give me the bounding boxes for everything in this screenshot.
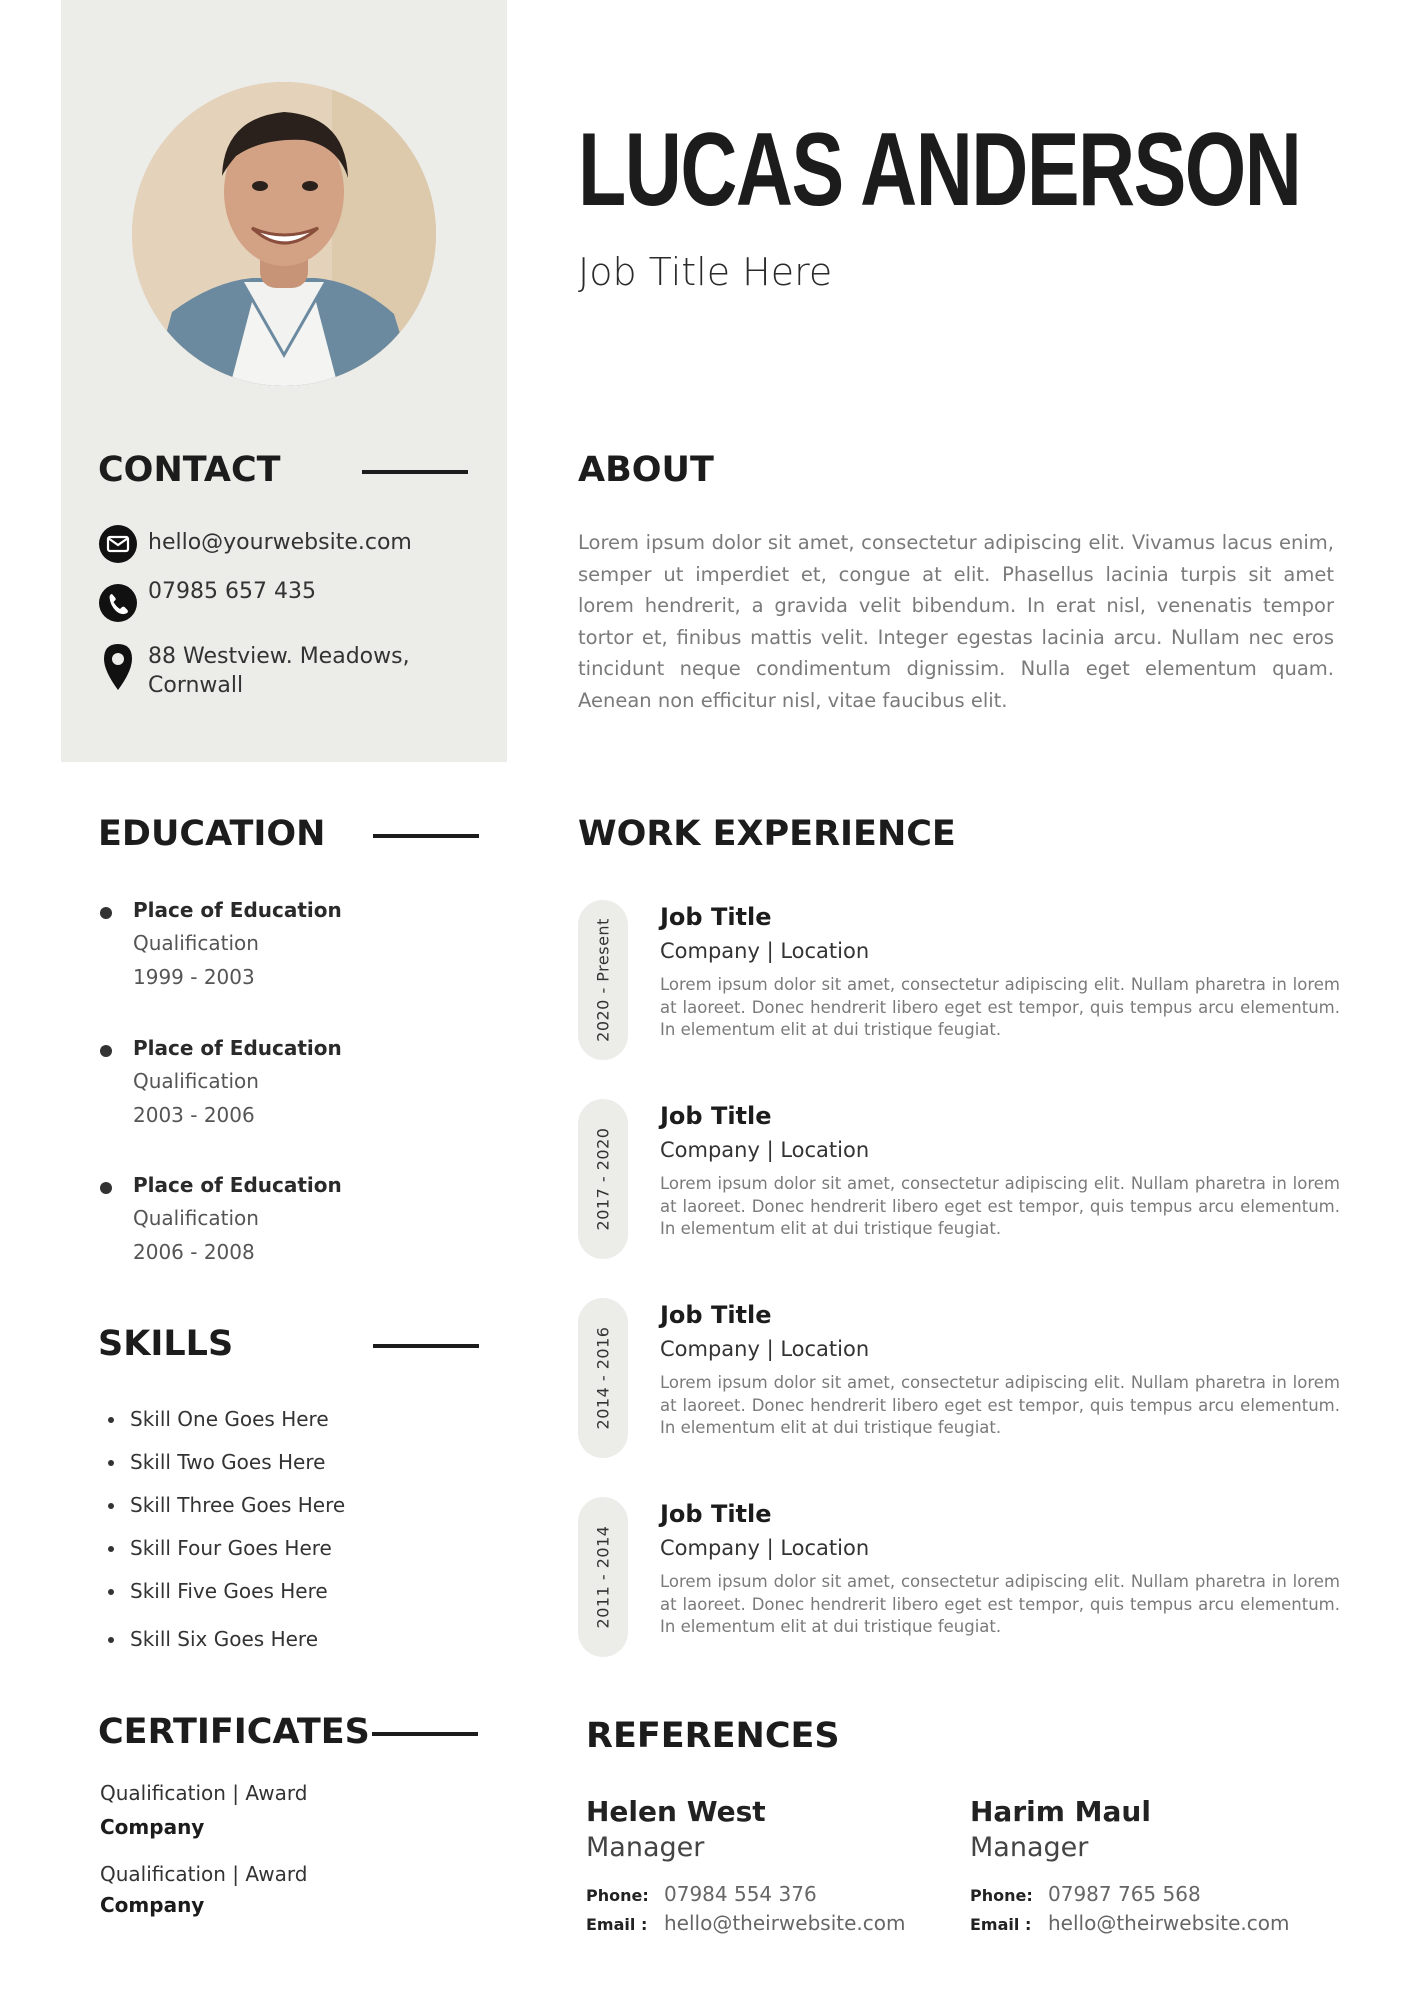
contact-address-line1: 88 Westview. Meadows, <box>148 644 410 669</box>
education-qualification: Qualification <box>133 1069 259 1093</box>
education-place: Place of Education <box>133 1036 342 1060</box>
skills-list <box>106 1406 345 1669</box>
certificates-heading-rule <box>372 1732 478 1736</box>
education-qualification: Qualification <box>133 1206 259 1230</box>
experience-period-pill <box>578 1298 628 1458</box>
certificate-company: Company <box>100 1815 205 1839</box>
certificate-qualification: Qualification | Award <box>100 1862 308 1886</box>
contact-address-row <box>98 642 410 700</box>
experience-period-pill <box>578 900 628 1060</box>
bullet-dot <box>100 1045 112 1057</box>
contact-address-line2: Cornwall <box>148 673 244 698</box>
contact-heading: CONTACT <box>98 450 281 490</box>
reference-phone-label: Phone: <box>586 1886 649 1905</box>
experience-description: Lorem ipsum dolor sit amet, consectetur adipiscing elit. Nullam pharetra in lorem at laoreet. Donec hendrerit libero eget est tempor, quis tempus arcu elementum. In elementum elit at dui tristique feugiat. <box>660 1572 1340 1637</box>
skill-item: Skill Three Goes Here <box>106 1492 345 1535</box>
experience-job-title: Job Title <box>660 1500 772 1528</box>
candidate-job-title: Job Title Here <box>578 250 833 294</box>
reference-name: Harim Maul <box>970 1795 1151 1828</box>
education-years: 2003 - 2006 <box>133 1103 255 1127</box>
education-years: 2006 - 2008 <box>133 1240 255 1264</box>
email-icon <box>98 524 138 564</box>
reference-email[interactable]: hello@theirwebsite.com <box>1048 1911 1290 1935</box>
contact-email[interactable]: hello@yourwebsite.com <box>148 530 412 555</box>
reference-phone: 07987 765 568 <box>1048 1882 1201 1906</box>
candidate-name: LUCAS ANDERSON <box>578 112 1301 228</box>
contact-phone-row <box>98 579 316 623</box>
reference-email-label: Email : <box>970 1915 1032 1934</box>
experience-period: 2020 - Present <box>593 918 613 1042</box>
education-qualification: Qualification <box>133 931 259 955</box>
location-pin-icon <box>98 642 138 692</box>
certificate-qualification: Qualification | Award <box>100 1781 308 1805</box>
education-place: Place of Education <box>133 898 342 922</box>
skill-item: Skill Five Goes Here <box>106 1578 345 1621</box>
experience-period: 2014 - 2016 <box>593 1326 613 1430</box>
experience-company: Company | Location <box>660 1337 870 1361</box>
certificates-heading: CERTIFICATES <box>98 1712 370 1752</box>
contact-address <box>148 642 410 700</box>
profile-photo <box>132 82 436 386</box>
education-place: Place of Education <box>133 1173 342 1197</box>
experience-company: Company | Location <box>660 1138 870 1162</box>
contact-heading-rule <box>362 470 468 474</box>
experience-period: 2017 - 2020 <box>593 1127 613 1231</box>
education-years: 1999 - 2003 <box>133 965 255 989</box>
reference-email[interactable]: hello@theirwebsite.com <box>664 1911 906 1935</box>
bullet-dot <box>100 1182 112 1194</box>
reference-name: Helen West <box>586 1795 766 1828</box>
reference-email-label: Email : <box>586 1915 648 1934</box>
experience-period-pill <box>578 1099 628 1259</box>
certificate-company: Company <box>100 1893 205 1917</box>
references-heading: REFERENCES <box>586 1716 840 1756</box>
experience-period-pill <box>578 1497 628 1657</box>
contact-email-row <box>98 524 412 564</box>
reference-role: Manager <box>586 1832 705 1863</box>
experience-description: Lorem ipsum dolor sit amet, consectetur adipiscing elit. Nullam pharetra in lorem at laoreet. Donec hendrerit libero eget est tempor, quis tempus arcu elementum. In elementum elit at dui tristique feugiat. <box>660 1174 1340 1239</box>
skill-item: Skill One Goes Here <box>106 1406 345 1449</box>
experience-job-title: Job Title <box>660 1301 772 1329</box>
about-text: Lorem ipsum dolor sit amet, consectetur adipiscing elit. Vivamus lacus enim, semper ut imperdiet et, congue at elit. Phasellus lacinia turpis sit amet lorem hendrerit, a gravida velit bibendum. In erat nisl, venenatis tempor tortor et, finibus mattis velit. Integer egestas lacinia arcu. Nullam nec eros tincidunt neque condimentum dignissim. Nulla eget elementum quam. Aenean non efficitur nisl, vitae faucibus elit. <box>578 531 1334 712</box>
education-heading-rule <box>373 834 479 838</box>
experience-description: Lorem ipsum dolor sit amet, consectetur adipiscing elit. Nullam pharetra in lorem at laoreet. Donec hendrerit libero eget est tempor, quis tempus arcu elementum. In elementum elit at dui tristique feugiat. <box>660 975 1340 1040</box>
skill-item: Skill Two Goes Here <box>106 1449 345 1492</box>
reference-role: Manager <box>970 1832 1089 1863</box>
bullet-dot <box>100 907 112 919</box>
contact-phone: 07985 657 435 <box>148 579 316 604</box>
education-heading: EDUCATION <box>98 814 326 854</box>
experience-company: Company | Location <box>660 1536 870 1560</box>
experience-period: 2011 - 2014 <box>593 1525 613 1629</box>
skills-heading: SKILLS <box>98 1324 234 1364</box>
reference-phone: 07984 554 376 <box>664 1882 817 1906</box>
skill-item: Skill Four Goes Here <box>106 1535 345 1578</box>
phone-icon <box>98 583 138 623</box>
experience-job-title: Job Title <box>660 903 772 931</box>
skills-heading-rule <box>373 1344 479 1348</box>
reference-phone-label: Phone: <box>970 1886 1033 1905</box>
skill-item: Skill Six Goes Here <box>106 1626 345 1669</box>
about-heading: ABOUT <box>578 450 714 490</box>
work-experience-heading: WORK EXPERIENCE <box>578 814 956 854</box>
experience-job-title: Job Title <box>660 1102 772 1130</box>
experience-description: Lorem ipsum dolor sit amet, consectetur adipiscing elit. Nullam pharetra in lorem at laoreet. Donec hendrerit libero eget est tempor, quis tempus arcu elementum. In elementum elit at dui tristique feugiat. <box>660 1373 1340 1438</box>
experience-company: Company | Location <box>660 939 870 963</box>
